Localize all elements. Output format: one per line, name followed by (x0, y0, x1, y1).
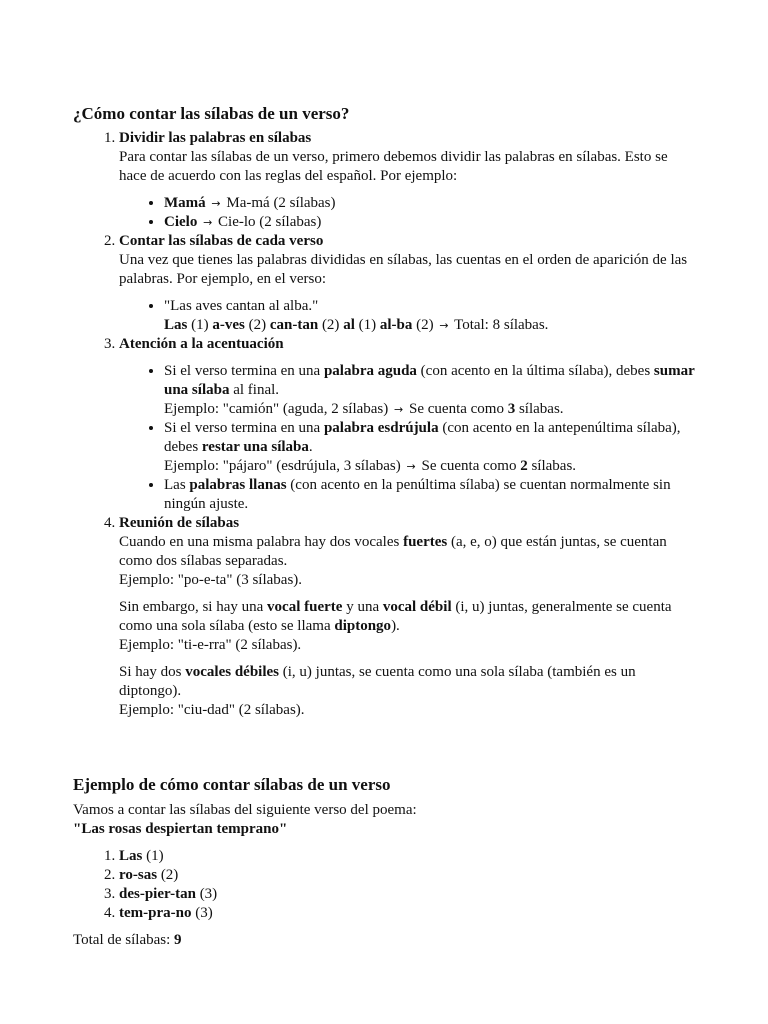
example-item (164, 213, 695, 232)
verse-quote: "Las aves cantan al alba." (164, 298, 319, 314)
example-verse: "Las rosas despiertan temprano" (73, 821, 288, 837)
syllable-word: can-tan (269, 317, 319, 333)
accent-rule-llana (164, 476, 695, 514)
step-item-4 (119, 514, 695, 720)
syllable-count: (2) (416, 317, 434, 333)
arrow-icon: → (406, 460, 416, 473)
rule-text: Si el verso termina en una (164, 420, 324, 436)
example-result: Ma-má (2 sílabas) (226, 195, 336, 211)
section-title-how-to-count: ¿Cómo contar las sílabas de un verso? (73, 104, 350, 123)
example-syllable-item (119, 866, 695, 885)
syllable-word: tem-pra-no (119, 905, 192, 921)
example-word: Mamá (164, 195, 206, 211)
paragraph-example: Ejemplo: "ciu-dad" (2 sílabas). (119, 702, 305, 718)
accent-rule-esdrujula (164, 419, 695, 476)
arrow-icon: → (394, 403, 404, 416)
rule-text: al final. (229, 382, 280, 398)
rule-text: Si el verso termina en una (164, 363, 324, 379)
paragraph-keyword: vocal fuerte (267, 599, 343, 615)
rule-example-count: 3 (507, 401, 516, 417)
paragraph-text: Sin embargo, si hay una (119, 599, 268, 615)
verse-example-list (119, 297, 695, 335)
arrow-icon: → (211, 197, 221, 210)
syllable-word: Las (119, 848, 143, 864)
step-title: Contar las sílabas de cada verso (119, 233, 324, 249)
example-syllable-list (73, 847, 695, 923)
paragraph-text: Cuando en una misma palabra hay dos vocales (119, 534, 404, 550)
rule-example: sílabas. (515, 401, 564, 417)
rule-keyword: palabras llanas (189, 477, 287, 493)
example-syllable-item (119, 885, 695, 904)
arrow-icon: → (439, 319, 449, 332)
total-syllables (73, 931, 695, 950)
paragraph-example: Ejemplo: "po-e-ta" (3 sílabas). (119, 572, 303, 588)
paragraph-gap (119, 590, 695, 598)
step-title: Reunión de sílabas (119, 515, 240, 531)
step-item-1 (119, 129, 695, 232)
rule-example: Ejemplo: "camión" (aguda, 2 sílabas) (164, 401, 389, 417)
syllable-count: (2) (321, 317, 340, 333)
rule-example: Se cuenta como (417, 458, 521, 474)
paragraph-keyword: diptongo (334, 618, 392, 634)
paragraph-text: (i, u) juntas, generalmente se cuenta como una sola sílaba (esto se llama (119, 599, 672, 634)
syllable-word: Las (164, 317, 188, 333)
syllable-word: al (343, 317, 355, 333)
example-section (73, 801, 695, 950)
example-intro: Vamos a contar las sílabas del siguiente verso del poema: (73, 802, 417, 818)
accent-rules-list (119, 362, 695, 514)
syllable-count: (1) (191, 317, 209, 333)
syllable-count: (3) (199, 886, 218, 902)
rule-text: (con acento en la última sílaba), debes (416, 363, 654, 379)
paragraph-keyword: fuertes (403, 534, 448, 550)
paragraph-text: (a, e, o) que están juntas, se cuentan como dos sílabas separadas. (119, 534, 667, 569)
rule-text: Las (164, 477, 190, 493)
verse-example (164, 297, 695, 335)
paragraph-text: Si hay dos (119, 664, 186, 680)
syllable-count: (1) (358, 317, 377, 333)
syllable-word: a-ves (212, 317, 245, 333)
paragraph-text: (i, u) juntas, se cuenta como una sola sílaba (también es un diptongo). (119, 664, 636, 699)
syllable-count: (2) (248, 317, 267, 333)
step-item-2 (119, 232, 695, 335)
arrow-icon: → (203, 216, 213, 229)
total-label: Total de sílabas: (73, 932, 175, 948)
example-result: Cie-lo (2 sílabas) (218, 214, 322, 230)
paragraph-gap (119, 655, 695, 663)
rule-keyword: palabra aguda (323, 363, 417, 379)
verse-total: Total: 8 sílabas. (454, 317, 549, 333)
example-list (119, 194, 695, 232)
section-title-example: Ejemplo de cómo contar sílabas de un verso (73, 775, 391, 794)
example-word: Cielo (164, 214, 198, 230)
rule-keyword: sumar una sílaba (164, 363, 695, 398)
step-body: Una vez que tienes las palabras divididas en sílabas, las cuentas en el orden de aparición de las palabras. Por ejemplo, en el verso: (119, 252, 688, 287)
paragraph-text: ). (391, 618, 400, 634)
paragraph-keyword: vocales débiles (185, 664, 280, 680)
rule-text: (con acento en la antepenúltima sílaba), debes (164, 420, 681, 455)
rule-example: Se cuenta como (405, 401, 508, 417)
syllable-count: (2) (160, 867, 179, 883)
rule-text: (con acento en la penúltima sílaba) se cuentan normalmente sin ningún ajuste. (164, 477, 671, 512)
example-syllable-item (119, 847, 695, 866)
paragraph-example: Ejemplo: "ti-e-rra" (2 sílabas). (119, 637, 302, 653)
step-body: Para contar las sílabas de un verso, primero debemos dividir las palabras en sílabas. Esto se hace de acuerdo con las reglas del español. Por ejemplo: (119, 149, 668, 184)
accent-rule-aguda (164, 362, 695, 419)
rule-keyword: palabra esdrújula (323, 420, 439, 436)
rule-example: Ejemplo: "pájaro" (esdrújula, 3 sílabas) (164, 458, 401, 474)
syllable-word: des-pier-tan (119, 886, 196, 902)
rule-example-count: 2 (520, 458, 528, 474)
syllable-count: (3) (195, 905, 213, 921)
rule-text: . (308, 439, 313, 455)
step-item-3 (119, 335, 695, 514)
step-title: Dividir las palabras en sílabas (119, 130, 312, 146)
example-item (164, 194, 695, 213)
steps-list (73, 129, 695, 720)
total-value: 9 (174, 932, 182, 948)
paragraph-text: y una (342, 599, 383, 615)
paragraph-keyword: vocal débil (382, 599, 452, 615)
syllable-count: (1) (146, 848, 164, 864)
example-syllable-item (119, 904, 695, 923)
step-title: Atención a la acentuación (119, 336, 284, 352)
rule-example: sílabas. (527, 458, 577, 474)
syllable-word: ro-sas (119, 867, 158, 883)
syllable-word: al-ba (379, 317, 413, 333)
rule-keyword: restar una sílaba (201, 439, 309, 455)
